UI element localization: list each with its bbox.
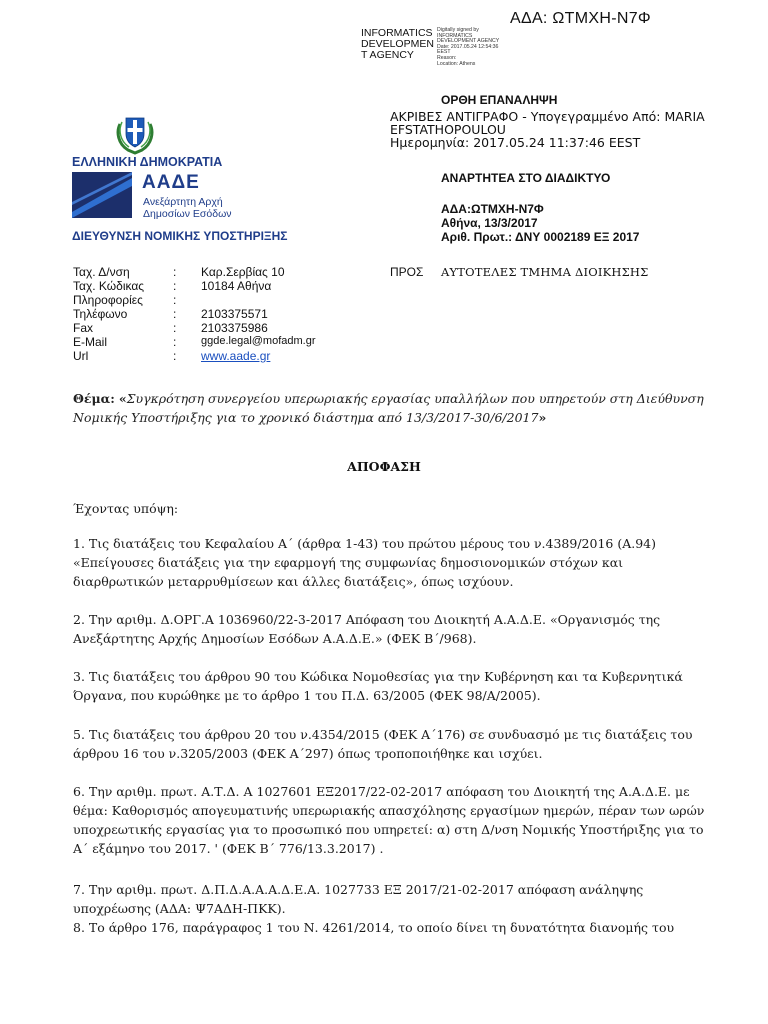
- signature-detail-line: EEST: [437, 49, 451, 56]
- greek-emblem-icon: [112, 110, 158, 156]
- decision-item: 3. Τις διατάξεις του άρθρου 90 του Κώδικα Νομοθεσίας για την Κυβέρνηση και τα Κυβερνητικά Όργανα, που κυρώθηκε με το άρθρο 1 του Π.Δ. 63/2005 (ΦΕΚ 98/Α/2005).: [73, 669, 683, 703]
- signature-detail-line: Reason:: [437, 54, 457, 61]
- signature-org-line: DEVELOPMEN: [361, 38, 434, 50]
- signature-org: [361, 28, 436, 61]
- contact-email[interactable]: ggde.legal@mofadm.gr: [201, 335, 316, 347]
- decision-item: 5. Τις διατάξεις του άρθρου 20 του ν.4354/2015 (ΦΕΚ Α΄176) σε συνδυασμό με τις διατάξεις του άρθρου 16 του ν.3205/2003 (ΦΕΚ Α΄297) όπως τροποποιήθηκε και ισχύει.: [73, 727, 693, 761]
- signature-details: [437, 28, 499, 67]
- document-date: Αθήνα, 13/3/2017: [441, 216, 538, 230]
- signature-detail-line: Location: Athens: [437, 60, 476, 67]
- contact-label: Url: [73, 349, 89, 363]
- subject: [73, 389, 713, 427]
- signature-detail-line: INFORMATICS: [437, 32, 473, 39]
- contact-label: Ταχ. Κώδικας: [73, 279, 145, 293]
- protocol-number: Αριθ. Πρωτ.: ΔΝΥ 0002189 ΕΞ 2017: [441, 230, 640, 244]
- contact-value: 2103375986: [201, 321, 268, 335]
- recipient-value: ΑΥΤΟΤΕΛΕΣ ΤΜΗΜΑ ΔΙΟΙΚΗΣΗΣ: [441, 265, 649, 279]
- signature-org-line: INFORMATICS: [361, 27, 433, 39]
- certified-copy-line: Ημερομηνία: 2017.05.24 11:37:46 EEST: [390, 135, 641, 150]
- ada-code: ΑΔΑ:ΩΤΜΧΗ-Ν7Φ: [441, 202, 544, 216]
- signature-detail-line: DEVELOPMENT AGENCY: [437, 38, 500, 45]
- contact-value: 2103375571: [201, 307, 268, 321]
- decision-item: 6. Την αριθμ. πρωτ. Α.Τ.Δ. Α 1027601 ΕΞ2017/22-02-2017 απόφαση του Διοικητή της Α.Α.Δ.Ε. με θέμα: Καθορισμός απογευματινής υπερωριακής απασχόλησης εργασίμων ημερών, πέραν των ωρών υποχρεωτικής εργασίας για το προσωπικό που υπηρετεί: α) στη Δ/νση Νομικής Υποστήριξης για το Α΄ εξάμηνο του 2017. ' (ΦΕΚ Β΄ 776/13.3.2017) .: [73, 784, 705, 856]
- certified-copy-line: EFSTATHOPOULOU: [390, 122, 506, 137]
- contact-colon: :: [173, 335, 177, 349]
- subject-text: Συγκρότηση συνεργείου υπερωριακής εργασίας υπαλλήλων που υπηρετούν στη Διεύθυνση Νομικής Υποστήριξης για το χρονικό διάστημα από 13/3/2017-30/6/2017: [73, 391, 704, 425]
- signature-detail-line: Date: 2017.05.24 12:54:36: [437, 43, 499, 50]
- contact-label: E-Mail: [73, 335, 108, 349]
- certified-copy-line: ΑΚΡΙΒΕΣ ΑΝΤΙΓΡΑΦΟ - Υπογεγραμμένο Από: MARIA: [390, 109, 705, 124]
- signature-detail-line: Digitally signed by: [437, 27, 479, 33]
- contact-label: Πληροφορίες: [73, 293, 143, 307]
- contact-colon: :: [173, 293, 177, 307]
- aade-name: ΑΑΔΕ: [142, 172, 200, 193]
- decision-title: ΑΠΟΦΑΣΗ: [347, 459, 421, 474]
- aade-subtitle: Ανεξάρτητη Αρχή: [143, 196, 223, 208]
- decision-item: 8. Το άρθρο 176, παράγραφος 1 του Ν. 4261/2014, το οποίο δίνει τη δυνατότητα διανομής του: [73, 920, 675, 935]
- contact-colon: :: [173, 321, 177, 335]
- contact-label: Fax: [73, 321, 94, 335]
- subject-label: Θέμα:: [73, 391, 115, 406]
- contact-colon: :: [173, 349, 177, 363]
- contact-colon: :: [173, 279, 177, 293]
- signature-org-line: T AGENCY: [361, 49, 414, 61]
- recipient-label: ΠΡΟΣ: [390, 265, 424, 279]
- publish-online-notice: ΑΝΑΡΤΗΤΕΑ ΣΤΟ ΔΙΑΔΙΚΤΥΟ: [441, 171, 611, 185]
- ada-header: ΑΔΑ: ΩΤΜΧΗ-Ν7Φ: [510, 10, 651, 27]
- contact-label: Ταχ. Δ/νση: [73, 265, 130, 279]
- aade-logo-icon: [72, 172, 132, 218]
- corrected-repeat-title: ΟΡΘΗ ΕΠΑΝΑΛΗΨΗ: [441, 93, 558, 107]
- contact-value: 10184 Αθήνα: [201, 279, 272, 293]
- subject-open-quote: «: [118, 391, 127, 406]
- decision-item: 7. Την αριθμ. πρωτ. Δ.Π.Δ.Α.Α.Α.Δ.Ε.Α. 1027733 ΕΞ 2017/21-02-2017 απόφαση ανάληψης υποχρέωσης (ΑΔΑ: Ψ7ΑΔΗ-ΠΚΚ).: [73, 882, 644, 916]
- contact-label: Τηλέφωνο: [73, 307, 128, 321]
- hellenic-republic-label: ΕΛΛΗΝΙΚΗ ΔΗΜΟΚΡΑΤΙΑ: [72, 155, 223, 169]
- contact-colon: :: [173, 265, 177, 279]
- contact-value: Καρ.Σερβίας 10: [201, 265, 285, 279]
- aade-subtitle: Δημοσίων Εσόδων: [143, 208, 232, 220]
- decision-intro: Έχοντας υπόψη:: [73, 501, 179, 516]
- contact-colon: :: [173, 307, 177, 321]
- website-link[interactable]: www.aade.gr: [201, 349, 271, 363]
- directorate-name: ΔΙΕΥΘΥΝΣΗ ΝΟΜΙΚΗΣ ΥΠΟΣΤΗΡΙΞΗΣ: [72, 229, 288, 243]
- subject-close-quote: »: [538, 410, 547, 425]
- decision-item: 1. Τις διατάξεις του Κεφαλαίου Α΄ (άρθρα 1-43) του πρώτου μέρους του ν.4389/2016 (Α.94) «Επείγουσες διατάξεις για την εφαρμογή της συμφωνίας δημοσιονομικών στόχων και διαρθρωτικών μεταρρυθμίσεων και άλλες διατάξεις», όπως ισχύουν.: [73, 536, 656, 589]
- decision-item: 2. Την αριθμ. Δ.ΟΡΓ.Α 1036960/22-3-2017 Απόφαση του Διοικητή Α.Α.Δ.Ε. «Οργανισμός της Ανεξάρτητης Αρχής Δημοσίων Εσόδων Α.Α.Δ.Ε.» (ΦΕΚ Β΄/968).: [73, 612, 661, 646]
